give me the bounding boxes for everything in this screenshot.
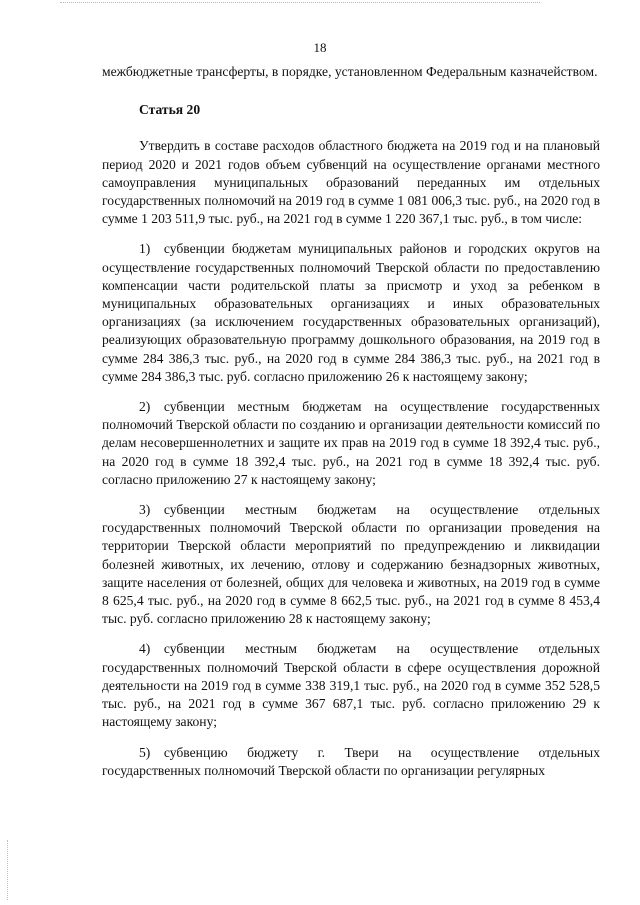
scan-left-edge <box>7 840 9 900</box>
article-heading: Статья 20 <box>139 102 201 118</box>
list-item-5: 5) субвенцию бюджету г. Твери на осуществление отдельных государственных полномочий Тверской области по организации регулярных <box>102 744 600 778</box>
scan-top-edge <box>60 2 540 3</box>
list-item-3: 3) субвенции местным бюджетам на осуществление отдельных государственных полномочий Тверской области по организации проведения на территории Тверской области мероприятий по предупреждению и ликвидации болезней животных, их лечению, отлову и содержанию безнадзорных животных, защите населения от болезней, общих для человека и животных, на 2019 год в сумме 8 625,4 тыс. руб., на 2020 год в сумме 8 662,5 тыс. руб., на 2021 год в сумме 8 453,4 тыс. руб. согласно приложению 28 к настоящему закону; <box>102 502 600 627</box>
list-item-4: 4) субвенции местным бюджетам на осуществление отдельных государственных полномочий Тверской области в сфере осуществления дорожной деятельности на 2019 год в сумме 338 319,1 тыс. руб., на 2020 год в сумме 352 528,5 тыс. руб., на 2021 год в сумме 367 687,1 тыс. руб. согласно приложению 29 к настоящему закону; <box>102 641 600 730</box>
list-item-1: 1) субвенции бюджетам муниципальных районов и городских округов на осуществление государственных полномочий Тверской области по предоставлению компенсации части родительской платы за присмотр и уход за ребенком в муниципальных образовательных организациях и иных образовательных организациях (за исключением государственных образовательных организаций), реализующих образовательную программу дошкольного образования, на 2019 год в сумме 284 386,3 тыс. руб., на 2020 год в сумме 284 386,3 тыс. руб., на 2021 год в сумме 284 386,3 тыс. руб. согласно приложению 26 к настоящему закону; <box>102 241 600 384</box>
paragraph-continuation: межбюджетные трансферты, в порядке, установленном Федеральным казначейством. <box>102 64 598 79</box>
document-body <box>102 63 600 780</box>
list-item-2: 2) субвенции местным бюджетам на осуществление государственных полномочий Тверской области по созданию и организации деятельности комиссий по делам несовершеннолетних и защите их прав на 2019 год в сумме 18 392,4 тыс. руб., на 2020 год в сумме 18 392,4 тыс. руб., на 2021 год в сумме 18 392,4 тыс. руб. согласно приложению 27 к настоящему закону; <box>102 399 600 487</box>
paragraph-intro: Утвердить в составе расходов областного бюджета на 2019 год и на плановый период 2020 и 2021 годов объем субвенций на осуществление органами местного самоуправления муниципальных образований переданных им отдельных государственных полномочий на 2019 год в сумме 1 081 006,3 тыс. руб., на 2020 год в сумме 1 203 511,9 тыс. руб., на 2021 год в сумме 1 220 367,1 тыс. руб., в том числе: <box>102 138 600 227</box>
page-number: 18 <box>313 40 327 55</box>
